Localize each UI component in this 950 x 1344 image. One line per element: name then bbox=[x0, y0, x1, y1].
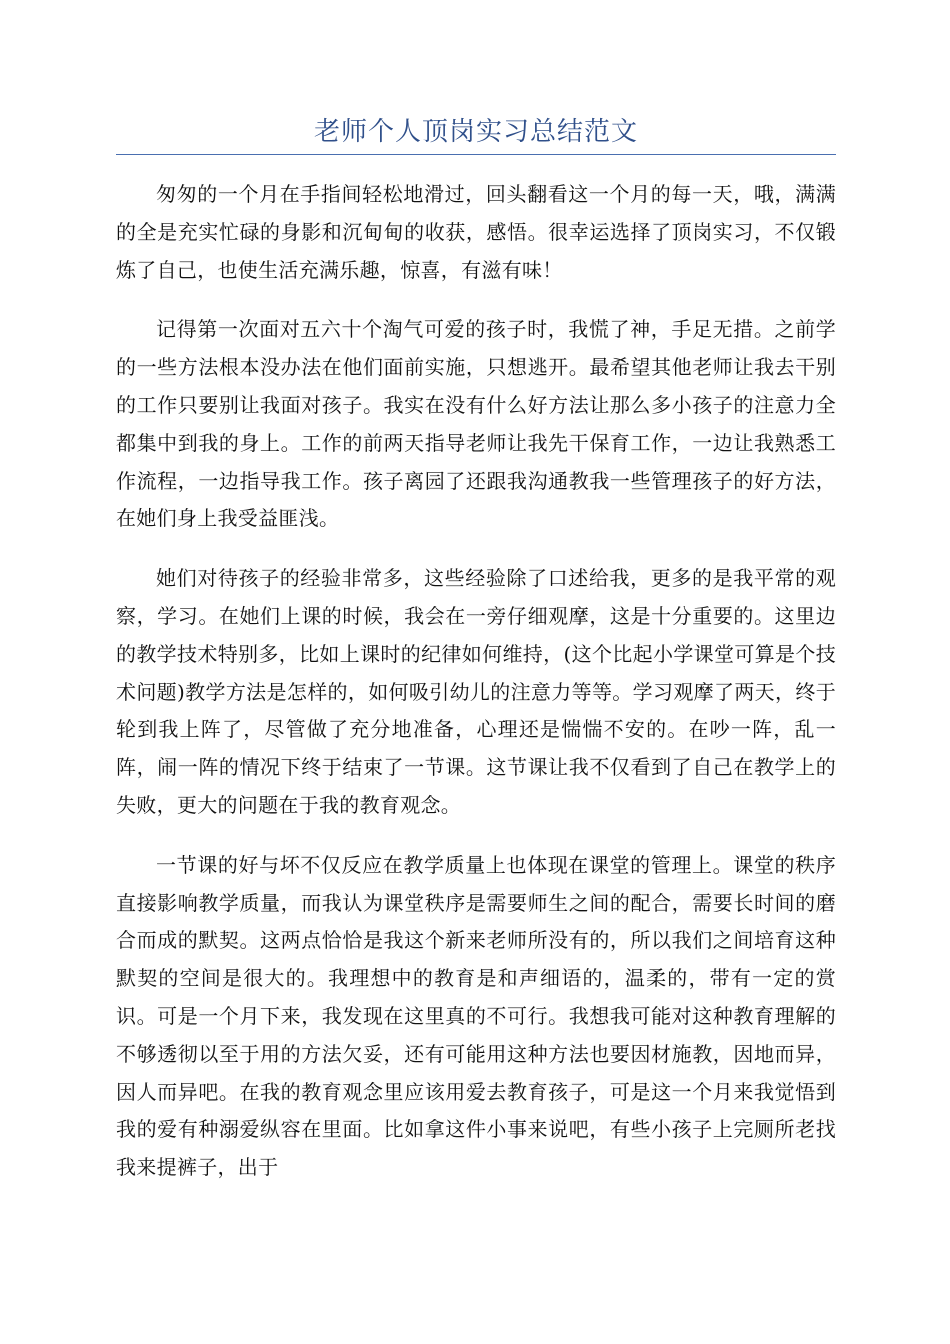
paragraph-2: 记得第一次面对五六十个淘气可爱的孩子时，我慌了神，手足无措。之前学的一些方法根本没办法在他们面前实施，只想逃开。最希望其他老师让我去干别的工作只要别让我面对孩子。我实在没有什么好方法让那么多小孩子的注意力全都集中到我的身上。工作的前两天指导老师让我先干保育工作，一边让我熟悉工作流程，一边指导我工作。孩子离园了还跟我沟通教我一些管理孩子的好方法，在她们身上我受益匪浅。 bbox=[116, 317, 836, 531]
title-underline bbox=[116, 154, 836, 155]
document-body bbox=[116, 176, 836, 1209]
document-title: 老师个人顶岗实习总结范文 bbox=[313, 117, 638, 147]
paragraph-4: 一节课的好与坏不仅反应在教学质量上也体现在课堂的管理上。课堂的秩序直接影响教学质量，而我认为课堂秩序是需要师生之间的配合，需要长时间的磨合而成的默契。这两点恰恰是我这个新来老师所没有的，所以我们之间培育这种默契的空间是很大的。我理想中的教育是和声细语的，温柔的，带有一定的赏识。可是一个月下来，我发现在这里真的不可行。我想我可能对这种教育理解的不够透彻以至于用的方法欠妥，还有可能用这种方法也要因材施教，因地而异，因人而异吧。在我的教育观念里应该用爱去教育孩子，可是这一个月来我觉悟到我的爱有种溺爱纵容在里面。比如拿这件小事来说吧，有些小孩子上完厕所老找我来提裤子，出于 bbox=[116, 852, 836, 1180]
paragraph-1: 匆匆的一个月在手指间轻松地滑过，回头翻看这一个月的每一天，哦，满满的全是充实忙碌的身影和沉甸甸的收获，感悟。很幸运选择了顶岗实习，不仅锻炼了自己，也使生活充满乐趣，惊喜，有滋有味！ bbox=[116, 182, 836, 282]
paragraph-3: 她们对待孩子的经验非常多，这些经验除了口述给我，更多的是我平常的观察，学习。在她们上课的时候，我会在一旁仔细观摩，这是十分重要的。这里边的教学技术特别多，比如上课时的纪律如何维持，(这个比起小学课堂可算是个技术问题)教学方法是怎样的，如何吸引幼儿的注意力等等。学习观摩了两天，终于轮到我上阵了，尽管做了充分地准备，心理还是惴惴不安的。在吵一阵，乱一阵，闹一阵的情况下终于结束了一节课。这节课让我不仅看到了自己在教学上的失败，更大的问题在于我的教育观念。 bbox=[116, 566, 836, 817]
